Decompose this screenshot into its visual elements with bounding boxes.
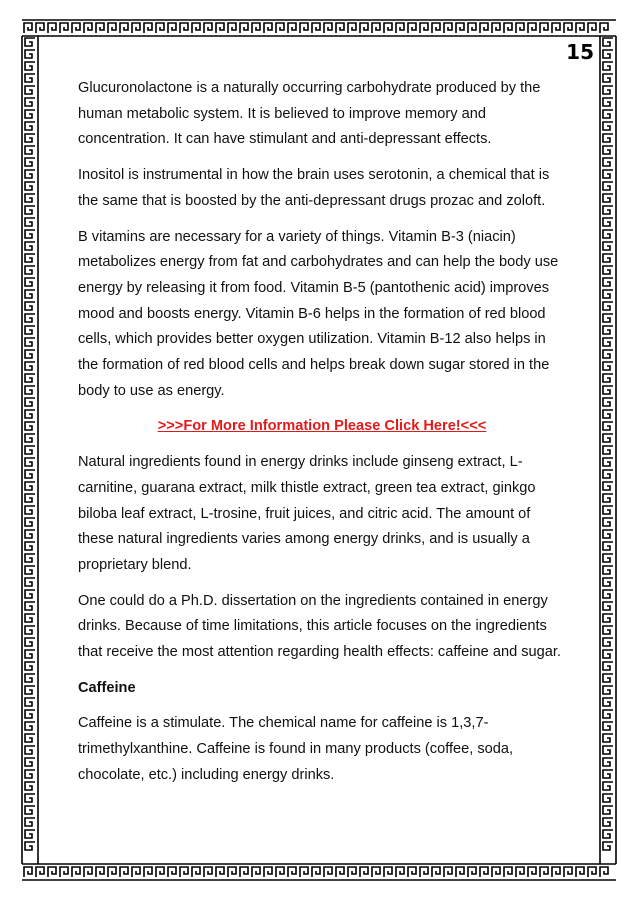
paragraph-natural-ingredients: Natural ingredients found in energy drinks include ginseng extract, L-carnitine, guarana extract, milk thistle extract, green tea extract, ginkgo biloba leaf extract, L-trosine, fruit juices, and citric acid. The amount of these natural ingredients varies among energy drinks, and is usually a proprietary blend. xyxy=(78,454,536,573)
paragraph-glucuronolactone: Glucuronolactone is a naturally occurring carbohydrate produced by the human metabolic system. It is believed to improve memory and concentration. It can have stimulant and anti-depressant effects. xyxy=(78,80,541,148)
more-information-link[interactable]: >>>For More Information Please Click Here!<<< xyxy=(157,418,487,435)
paragraph-caffeine: Caffeine is a stimulate. The chemical name for caffeine is 1,3,7-trimethylxanthine. Caffeine is found in many products (coffee, soda, chocolate, etc.) including energy drinks. xyxy=(78,715,514,783)
section-heading-caffeine: Caffeine xyxy=(78,679,136,696)
paragraph-inositol: Inositol is instrumental in how the brain uses serotonin, a chemical that is the same that is boosted by the anti-depressant drugs prozac and zoloft. xyxy=(78,167,550,209)
paragraph-b-vitamins: B vitamins are necessary for a variety of things. Vitamin B-3 (niacin) metabolizes energy from fat and carbohydrates and can help the body use energy by releasing it from food. Vitamin B-5 (pantothenic acid) improves mood and boosts energy. Vitamin B-6 helps in the formation of red blood cells, which provides better oxygen utilization. Vitamin B-12 also helps in the formation of red blood cells and helps break down sugar stored in the body to use as energy. xyxy=(78,228,559,399)
paragraph-dissertation: One could do a Ph.D. dissertation on the ingredients contained in energy drinks. Because of time limitations, this article focuses on the ingredients that receive the most attention regarding health effects: caffeine and sugar. xyxy=(78,592,561,661)
page-number: 15 xyxy=(566,40,594,64)
page-content xyxy=(78,76,566,799)
